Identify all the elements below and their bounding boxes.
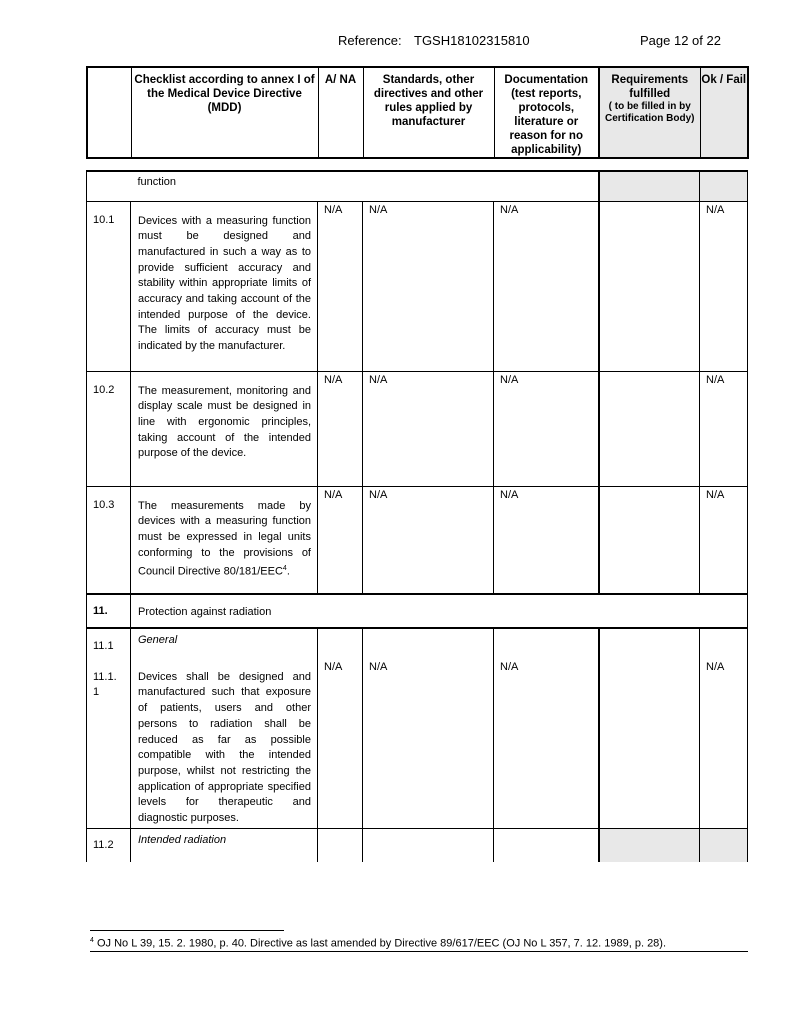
col-header-ok-fail: Ok / Fail — [700, 67, 748, 158]
row-a-na: N/A — [318, 628, 363, 828]
row-requirement-text: Devices with a measuring function must be designed and manufactured in such a way as to provide sufficient accuracy and stability within appropriate limits of accuracy and taking account of the intended purpose of the device. The limits of accuracy must be indicated by the manufacturer. — [131, 201, 318, 371]
row-number — [87, 628, 131, 828]
row-documentation: N/A — [494, 628, 599, 828]
section-row — [87, 594, 748, 628]
header-table — [86, 66, 749, 159]
footnote-text: OJ No L 39, 15. 2. 1980, p. 40. Directive as last amended by Directive 89/617/EEC (OJ No L 357, 7. 12. 1989, p. 28). — [93, 937, 667, 950]
row-number-main: 11.1 — [93, 640, 114, 652]
requirements-title: Requirements fulfilled — [611, 74, 689, 100]
requirement-text: The measurements made by devices with a measuring function must be expressed in legal units conforming to the provisions of Council Directive 80/181/EEC — [138, 499, 311, 578]
footnote — [90, 937, 748, 952]
footnote-number: 4 — [90, 937, 94, 944]
row-ok-fail: N/A — [700, 371, 748, 486]
continued-text: function — [131, 171, 599, 201]
row-requirements — [599, 201, 700, 371]
row-requirements — [599, 371, 700, 486]
row-number: 10.1 — [87, 201, 131, 371]
row-requirement-text — [131, 628, 318, 828]
checklist-table — [86, 170, 748, 862]
section-title: Protection against radiation — [131, 594, 748, 628]
footnote-separator — [90, 930, 284, 931]
table-row — [87, 828, 748, 862]
table-row — [87, 628, 748, 828]
row-requirement-text — [131, 486, 318, 594]
requirement-text: Devices shall be designed and manufactured such that exposure of patients, users and other persons to radiation shall be reduced as far as possible compatible with the intended purpose, whilst not restricting the application of appropriate specified levels for therapeutic and diagnostic purposes. — [138, 670, 311, 825]
col-header-a-na: A/ NA — [318, 67, 363, 158]
row-documentation: N/A — [494, 486, 599, 594]
col-header-num — [87, 67, 131, 158]
row-a-na: N/A — [318, 486, 363, 594]
reference-label: Reference: — [338, 33, 402, 48]
col-header-requirements — [599, 67, 700, 158]
row-ok-fail: N/A — [700, 486, 748, 594]
table-row — [87, 171, 748, 201]
row-number: 10.3 — [87, 486, 131, 594]
row-standards: N/A — [363, 201, 494, 371]
row-number: 11.2 — [87, 828, 131, 862]
footnote-ref: 4 — [282, 565, 287, 573]
row-requirements — [599, 628, 700, 828]
row-a-na: N/A — [318, 201, 363, 371]
section-number: 11. — [87, 594, 131, 628]
row-number: 10.2 — [87, 371, 131, 486]
row-ok-fail: N/A — [700, 628, 748, 828]
reference-value: TGSH18102315810 — [414, 33, 530, 48]
row-documentation: N/A — [494, 371, 599, 486]
row-standards: N/A — [363, 371, 494, 486]
row-requirements — [599, 486, 700, 594]
requirements-note: ( to be filled in by Certification Body) — [605, 101, 695, 124]
row-a-na: N/A — [318, 371, 363, 486]
row-documentation: N/A — [494, 201, 599, 371]
row-requirement-text: The measurement, monitoring and display scale must be designed in line with ergonomic principles, taking account of the intended purpose of the device. — [131, 371, 318, 486]
col-header-checklist: Checklist according to annex I of the Medical Device Directive (MDD) — [131, 67, 318, 158]
row-number-sub-a: 11.1. — [93, 670, 117, 683]
page-number: Page 12 of 22 — [640, 33, 721, 48]
subsection-title: General — [138, 634, 178, 646]
table-row — [87, 371, 748, 486]
row-standards: N/A — [363, 628, 494, 828]
table-row — [87, 486, 748, 594]
requirement-tail: . — [286, 565, 290, 578]
col-header-documentation: Documentation (test reports, protocols, literature or reason for no applicability) — [494, 67, 599, 158]
row-ok-fail: N/A — [700, 201, 748, 371]
row-number-sub-b: 1 — [93, 686, 100, 699]
table-row — [87, 201, 748, 371]
subsection-title: Intended radiation — [131, 828, 318, 862]
col-header-standards: Standards, other directives and other rules applied by manufacturer — [363, 67, 494, 158]
row-standards: N/A — [363, 486, 494, 594]
